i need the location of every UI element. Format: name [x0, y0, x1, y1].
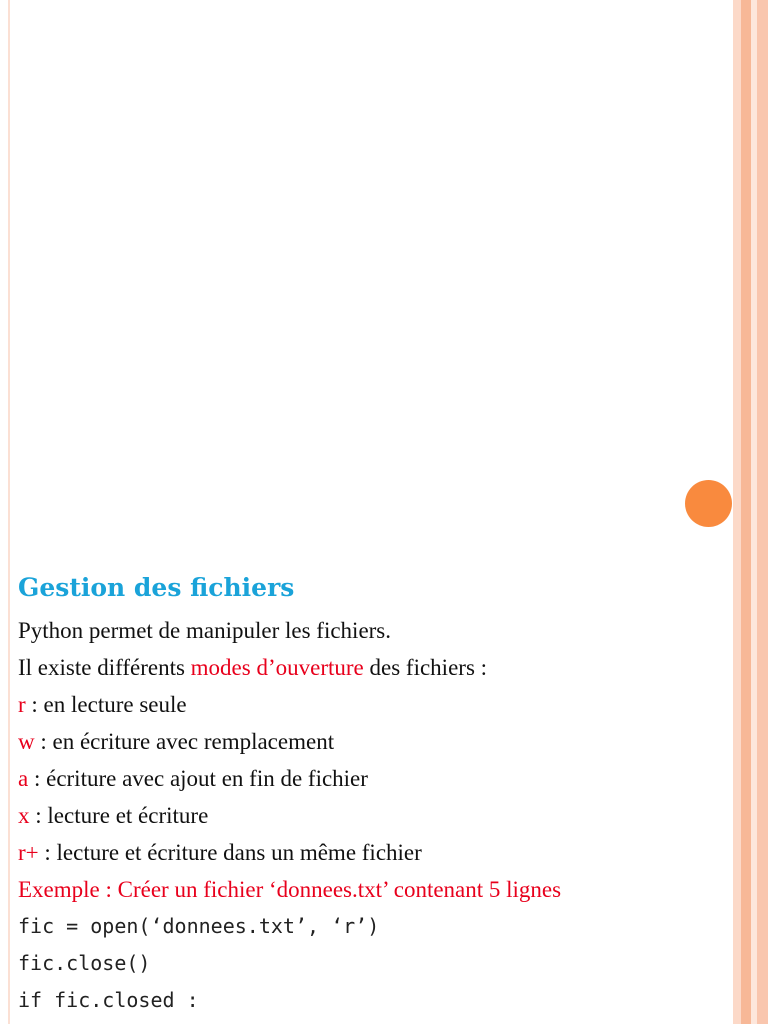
example-heading: Exemple : Créer un fichier ‘donnees.txt’ contenant 5 lignes	[18, 877, 562, 902]
code-line: if fic.closed :	[18, 988, 199, 1012]
right-decorative-band	[757, 0, 768, 1024]
mode-description: : en lecture seule	[25, 692, 187, 717]
modes-sentence	[18, 649, 730, 686]
left-border-rule	[8, 0, 10, 1024]
mode-description: : en écriture avec remplacement	[34, 729, 335, 754]
mode-code: r+	[18, 840, 39, 865]
mode-item-r	[18, 686, 730, 723]
mode-item-a	[18, 760, 730, 797]
mode-description: : lecture et écriture	[29, 803, 209, 828]
code-line: fic.close()	[18, 951, 151, 975]
right-decorative-band	[741, 0, 751, 1024]
mode-item-w	[18, 723, 730, 760]
mode-code: x	[18, 803, 30, 828]
code-line: fic = open(‘donnees.txt’, ‘r’)	[18, 914, 380, 938]
slide-content	[18, 570, 730, 1019]
slide-title: Gestion des fichiers	[18, 573, 295, 602]
mode-code: r	[18, 692, 26, 717]
mode-code: w	[18, 729, 35, 754]
mode-description: : lecture et écriture dans un même fichier	[38, 840, 422, 865]
mode-description: : écriture avec ajout en fin de fichier	[28, 766, 368, 791]
intro-line: Python permet de manipuler les fichiers.	[18, 618, 392, 643]
orange-circle-decoration	[685, 480, 732, 527]
modes-sentence-before: Il existe différents	[18, 655, 191, 680]
mode-code: a	[18, 766, 29, 791]
mode-item-x	[18, 797, 730, 834]
right-decorative-band	[733, 0, 741, 1024]
modes-highlight: modes d’ouverture	[190, 655, 364, 680]
mode-item-r-plus	[18, 834, 730, 871]
modes-sentence-after: des fichiers :	[363, 655, 488, 680]
